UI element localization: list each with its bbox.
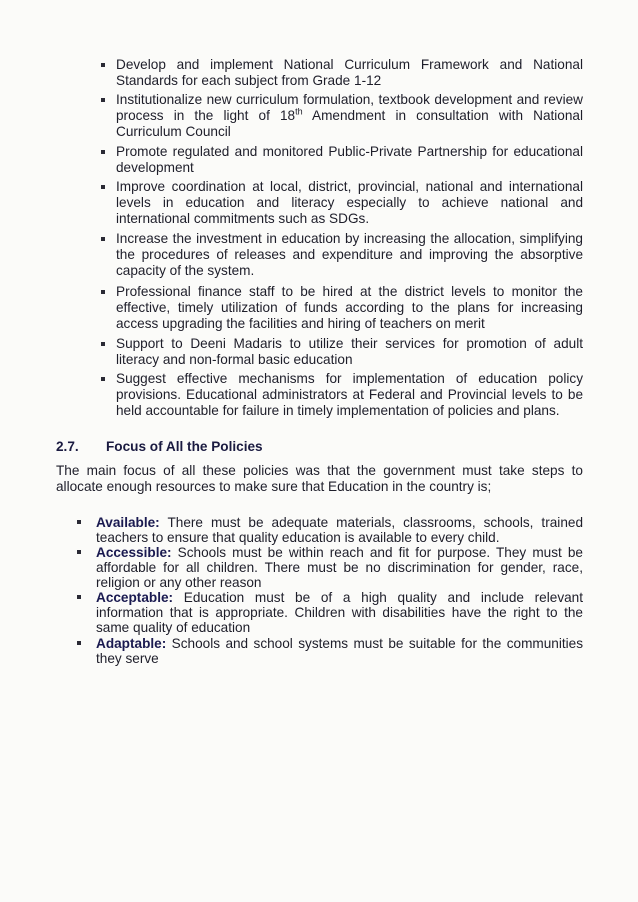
square-bullet-icon (101, 237, 105, 241)
square-bullet-icon (77, 550, 81, 554)
square-bullet-icon (101, 342, 105, 346)
square-bullet-icon (101, 290, 105, 294)
list-item (116, 371, 583, 419)
amendment-number: 18 (280, 108, 296, 123)
list-item (96, 515, 583, 545)
list-item (116, 336, 583, 368)
list-item-text: Institutionalize new curriculum formulation, textbook development and review process in the light of (116, 92, 583, 123)
list-item (96, 590, 583, 635)
list-item (116, 92, 583, 140)
focus-term: Acceptable: (96, 590, 174, 605)
list-item (116, 231, 583, 279)
focus-text: Education must be of a high quality and include relevant information that is appropriate. Children with disabilities have the right to the same quality of education (96, 590, 584, 635)
list-item-text: Promote regulated and monitored Public-Private Partnership for educational development (116, 144, 583, 175)
list-item (116, 179, 583, 227)
focus-text: Schools and school systems must be suitable for the communities they serve (96, 636, 584, 666)
focus-text: Schools must be within reach and fit for purpose. They must be affordable for all children. There must be no discrimination for gender, race, religion or any other reason (96, 545, 583, 590)
list-item (96, 545, 583, 590)
square-bullet-icon (101, 185, 105, 189)
list-item (116, 57, 583, 89)
focus-term: Adaptable: (96, 636, 167, 651)
square-bullet-icon (77, 595, 81, 599)
focus-term: Available: (96, 515, 160, 530)
focus-term: Accessible: (96, 545, 172, 560)
square-bullet-icon (101, 377, 105, 381)
square-bullet-icon (77, 641, 81, 645)
list-item-text: Develop and implement National Curriculum Framework and National Standards for each subject from Grade 1-12 (116, 57, 583, 88)
list-item-text: Support to Deeni Madaris to utilize their services for promotion of adult literacy and non-formal basic education (116, 336, 583, 367)
section-title: Focus of All the Policies (106, 439, 263, 454)
amendment-text: Amendment in consultation with National Curriculum Council (116, 108, 584, 139)
list-item (116, 284, 583, 332)
list-item (116, 144, 583, 176)
list-item-text: Improve coordination at local, district, provincial, national and international levels in education and literacy especially to achieve national and international commitments such as SDGs. (116, 179, 583, 226)
focus-text: There must be adequate materials, classrooms, schools, trained teachers to ensure that quality education is available to every child. (96, 515, 583, 545)
ordinal-suffix: th (295, 106, 303, 117)
list-item (96, 636, 583, 666)
section-intro: The main focus of all these policies was that the government must take steps to allocate enough resources to make sure that Education in the country is; (56, 463, 583, 494)
square-bullet-icon (77, 520, 81, 524)
section-heading (56, 439, 556, 455)
list-item-text: Suggest effective mechanisms for implementation of education policy provisions. Educational administrators at Federal and Provincial levels to be held accountable for failure in timely implementation of policies and plans. (116, 371, 583, 418)
list-item-text: Professional finance staff to be hired at the district levels to monitor the effective, timely utilization of funds according to the plans for increasing access upgrading the facilities and hiring of teachers on merit (116, 284, 583, 331)
square-bullet-icon (101, 150, 105, 154)
list-item-text: Increase the investment in education by increasing the allocation, simplifying the procedures of releases and expenditure and improving the absorptive capacity of the system. (116, 231, 583, 278)
section-number: 2.7. (56, 439, 79, 454)
square-bullet-icon (101, 98, 105, 102)
square-bullet-icon (101, 63, 105, 67)
